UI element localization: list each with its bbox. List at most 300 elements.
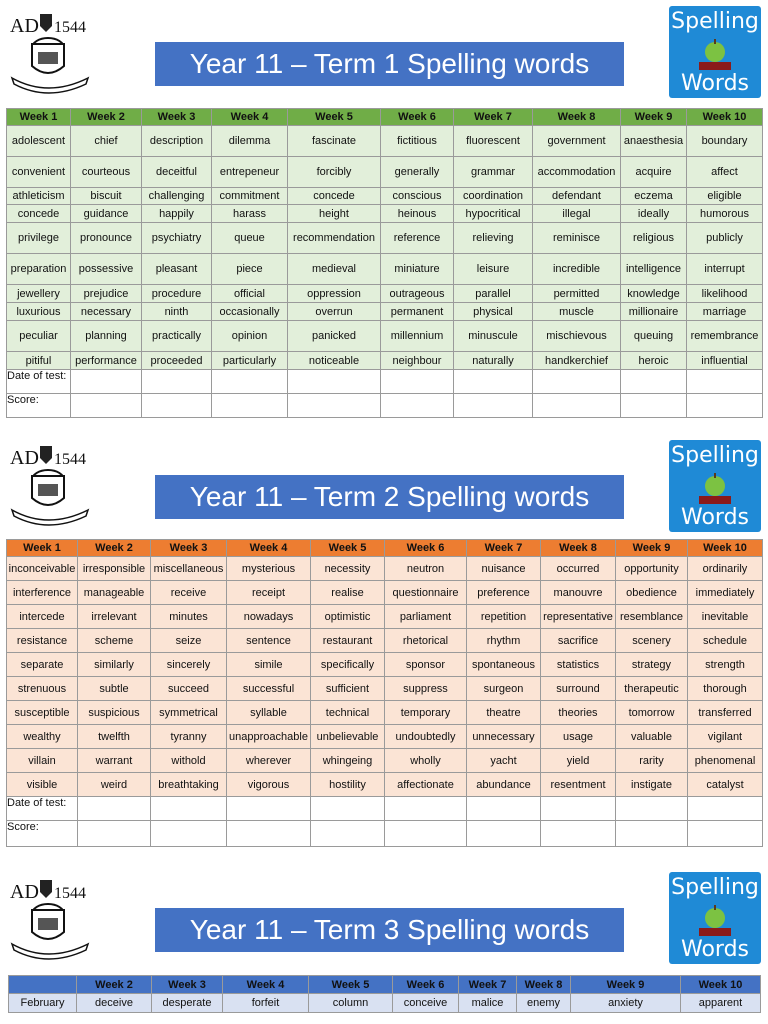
spelling-word-cell: necessary: [71, 303, 142, 321]
spelling-word-cell: coordination: [454, 188, 533, 205]
svg-text:AD: AD: [10, 447, 39, 469]
badge-line1: Spelling: [671, 875, 759, 900]
word-row: [7, 605, 763, 629]
word-row: [7, 254, 763, 285]
word-row: [7, 725, 763, 749]
spelling-word-cell: realise: [311, 581, 385, 605]
week-header: Week 3: [152, 976, 223, 994]
spelling-word-cell: schedule: [688, 629, 763, 653]
spelling-word-cell: tyranny: [151, 725, 227, 749]
date-of-test-row-entry-cell[interactable]: [227, 797, 311, 821]
score-row-entry-cell[interactable]: [212, 394, 288, 418]
spelling-word-cell: adolescent: [7, 126, 71, 157]
week-header: Week 10: [687, 109, 763, 126]
spelling-word-cell: forcibly: [288, 157, 381, 188]
week-header: Week 10: [681, 976, 761, 994]
spelling-word-cell: practically: [142, 321, 212, 352]
spelling-word-cell: affectionate: [385, 773, 467, 797]
spelling-word-cell: piece: [212, 254, 288, 285]
apple-book-icon: [697, 472, 733, 506]
score-row-entry-cell[interactable]: [454, 394, 533, 418]
spelling-words-badge: [669, 872, 761, 964]
spelling-word-cell: representative: [541, 605, 616, 629]
spelling-word-cell: twelfth: [78, 725, 151, 749]
word-row: [7, 701, 763, 725]
score-row-entry-cell[interactable]: [541, 821, 616, 847]
spelling-word-cell: scenery: [616, 629, 688, 653]
word-row: [9, 994, 761, 1013]
spelling-word-cell: inconceivable: [7, 557, 78, 581]
spelling-word-cell: prejudice: [71, 285, 142, 303]
week-header: Week 5: [309, 976, 393, 994]
word-row: [7, 126, 763, 157]
spelling-word-cell: jewellery: [7, 285, 71, 303]
score-row-entry-cell[interactable]: [385, 821, 467, 847]
spelling-word-cell: leisure: [454, 254, 533, 285]
week-header: Week 9: [616, 540, 688, 557]
spelling-word-cell: parliament: [385, 605, 467, 629]
score-row-entry-cell[interactable]: [621, 394, 687, 418]
spelling-word-cell: preparation: [7, 254, 71, 285]
score-row-entry-cell[interactable]: [533, 394, 621, 418]
spelling-word-cell: symmetrical: [151, 701, 227, 725]
spelling-word-cell: wholly: [385, 749, 467, 773]
spelling-word-cell: malice: [459, 994, 517, 1013]
week-header: Week 8: [541, 540, 616, 557]
spelling-word-cell: heinous: [381, 205, 454, 223]
spelling-word-cell: challenging: [142, 188, 212, 205]
spelling-word-cell: thorough: [688, 677, 763, 701]
badge-line1: Spelling: [671, 443, 759, 468]
spelling-word-cell: restaurant: [311, 629, 385, 653]
spelling-word-cell: chief: [71, 126, 142, 157]
word-row: [7, 773, 763, 797]
spelling-word-cell: therapeutic: [616, 677, 688, 701]
spelling-word-cell: susceptible: [7, 701, 78, 725]
spelling-word-cell: occasionally: [212, 303, 288, 321]
spelling-word-cell: psychiatry: [142, 223, 212, 254]
spelling-word-cell: hypocritical: [454, 205, 533, 223]
spelling-word-cell: resentment: [541, 773, 616, 797]
spelling-words-badge: [669, 440, 761, 532]
spelling-word-cell: rarity: [616, 749, 688, 773]
spelling-word-cell: ordinarily: [688, 557, 763, 581]
spelling-word-cell: generally: [381, 157, 454, 188]
spelling-word-cell: noticeable: [288, 352, 381, 370]
spelling-word-cell: succeed: [151, 677, 227, 701]
spelling-word-cell: physical: [454, 303, 533, 321]
spelling-word-cell: sponsor: [385, 653, 467, 677]
school-crest-logo: [8, 8, 92, 94]
word-row: [7, 321, 763, 352]
week-header: Week 7: [454, 109, 533, 126]
badge-line2: Words: [680, 71, 749, 96]
word-row: [7, 223, 763, 254]
spelling-word-cell: grammar: [454, 157, 533, 188]
spelling-word-cell: marriage: [687, 303, 763, 321]
word-row: [7, 677, 763, 701]
spelling-word-cell: pitiful: [7, 352, 71, 370]
date-of-test-row-entry-cell[interactable]: [142, 370, 212, 394]
spelling-word-cell: fictitious: [381, 126, 454, 157]
badge-line2: Words: [680, 937, 749, 962]
date-of-test-row-entry-cell[interactable]: [71, 370, 142, 394]
spelling-word-cell: permanent: [381, 303, 454, 321]
term3-section: [0, 860, 768, 1024]
week-header: Week 3: [151, 540, 227, 557]
word-row: [7, 352, 763, 370]
spelling-word-cell: millionaire: [621, 303, 687, 321]
spelling-word-cell: theatre: [467, 701, 541, 725]
spelling-word-cell: description: [142, 126, 212, 157]
badge-line2: Words: [680, 505, 749, 530]
week-header: Week 4: [212, 109, 288, 126]
spelling-word-cell: usage: [541, 725, 616, 749]
apple-book-icon: [697, 38, 733, 72]
spelling-word-cell: humorous: [687, 205, 763, 223]
spelling-word-cell: neighbour: [381, 352, 454, 370]
spelling-word-cell: conceive: [393, 994, 459, 1013]
spelling-word-cell: sacrifice: [541, 629, 616, 653]
spelling-word-cell: sufficient: [311, 677, 385, 701]
word-row: [7, 581, 763, 605]
spelling-word-cell: peculiar: [7, 321, 71, 352]
spelling-word-cell: millennium: [381, 321, 454, 352]
spelling-word-cell: heroic: [621, 352, 687, 370]
spelling-word-cell: eligible: [687, 188, 763, 205]
spelling-word-cell: occurred: [541, 557, 616, 581]
svg-text:1544: 1544: [54, 451, 86, 468]
spelling-word-cell: forfeit: [223, 994, 309, 1013]
spelling-word-cell: anaesthesia: [621, 126, 687, 157]
spelling-word-cell: religious: [621, 223, 687, 254]
spelling-word-cell: courteous: [71, 157, 142, 188]
svg-text:AD: AD: [10, 881, 39, 903]
spelling-word-cell: affect: [687, 157, 763, 188]
score-row-entry-cell[interactable]: [142, 394, 212, 418]
spelling-word-cell: interrupt: [687, 254, 763, 285]
week-header: Week 6: [381, 109, 454, 126]
badge-line1: Spelling: [671, 9, 759, 34]
spelling-word-cell: preference: [467, 581, 541, 605]
spelling-word-cell: naturally: [454, 352, 533, 370]
spelling-word-cell: successful: [227, 677, 311, 701]
spelling-word-cell: similarly: [78, 653, 151, 677]
spelling-word-cell: apparent: [681, 994, 761, 1013]
date-of-test-row-entry-cell[interactable]: [616, 797, 688, 821]
word-row: [7, 188, 763, 205]
word-row: [7, 629, 763, 653]
spelling-word-cell: rhetorical: [385, 629, 467, 653]
term2-section: [0, 430, 768, 860]
week-header: Week 4: [223, 976, 309, 994]
spelling-word-cell: theories: [541, 701, 616, 725]
spelling-word-cell: fascinate: [288, 126, 381, 157]
spelling-word-cell: muscle: [533, 303, 621, 321]
spelling-word-cell: reminisce: [533, 223, 621, 254]
score-row: [7, 394, 763, 418]
spelling-word-cell: recommendation: [288, 223, 381, 254]
score-row-entry-cell[interactable]: [288, 394, 381, 418]
week-header: Week 2: [78, 540, 151, 557]
spelling-word-cell: mischievous: [533, 321, 621, 352]
spelling-words-badge: [669, 6, 761, 98]
spelling-word-cell: outrageous: [381, 285, 454, 303]
spelling-word-cell: defendant: [533, 188, 621, 205]
spelling-word-cell: nuisance: [467, 557, 541, 581]
spelling-word-cell: fluorescent: [454, 126, 533, 157]
spelling-word-cell: minuscule: [454, 321, 533, 352]
spelling-word-cell: neutron: [385, 557, 467, 581]
spelling-word-cell: rhythm: [467, 629, 541, 653]
svg-text:1544: 1544: [54, 19, 86, 36]
date-of-test-row-entry-cell[interactable]: [151, 797, 227, 821]
week-header: Week 10: [688, 540, 763, 557]
spelling-word-cell: likelihood: [687, 285, 763, 303]
spelling-word-cell: resemblance: [616, 605, 688, 629]
week-header: Week 5: [311, 540, 385, 557]
spelling-word-cell: manageable: [78, 581, 151, 605]
spelling-word-cell: strength: [688, 653, 763, 677]
week-header: Week 4: [227, 540, 311, 557]
date-of-test-row-entry-cell[interactable]: [688, 797, 763, 821]
score-row-label: Score:: [7, 394, 71, 418]
word-row: [7, 749, 763, 773]
spelling-word-cell: planning: [71, 321, 142, 352]
date-of-test-row-entry-cell[interactable]: [533, 370, 621, 394]
date-of-test-row-entry-cell[interactable]: [541, 797, 616, 821]
spelling-word-cell: performance: [71, 352, 142, 370]
spelling-word-cell: dilemma: [212, 126, 288, 157]
score-row-entry-cell[interactable]: [616, 821, 688, 847]
spelling-word-cell: luxurious: [7, 303, 71, 321]
spelling-word-cell: unbelievable: [311, 725, 385, 749]
spelling-word-cell: happily: [142, 205, 212, 223]
score-row-entry-cell[interactable]: [688, 821, 763, 847]
score-row-entry-cell[interactable]: [71, 394, 142, 418]
spelling-word-cell: withold: [151, 749, 227, 773]
week-header: Week 3: [142, 109, 212, 126]
spelling-word-cell: concede: [7, 205, 71, 223]
week-header: Week 9: [571, 976, 681, 994]
term1-header-row: [7, 109, 763, 126]
spelling-word-cell: parallel: [454, 285, 533, 303]
spelling-word-cell: simile: [227, 653, 311, 677]
date-of-test-row-entry-cell[interactable]: [78, 797, 151, 821]
spelling-word-cell: suppress: [385, 677, 467, 701]
week-header: Week 1: [7, 540, 78, 557]
term1-section: [0, 0, 768, 430]
spelling-word-cell: publicly: [687, 223, 763, 254]
spelling-word-cell: commitment: [212, 188, 288, 205]
score-row: [7, 821, 763, 847]
spelling-word-cell: unnecessary: [467, 725, 541, 749]
spelling-word-cell: intercede: [7, 605, 78, 629]
spelling-word-cell: mysterious: [227, 557, 311, 581]
date-of-test-row: [7, 797, 763, 821]
spelling-word-cell: seize: [151, 629, 227, 653]
spelling-word-cell: immediately: [688, 581, 763, 605]
spelling-word-cell: minutes: [151, 605, 227, 629]
spelling-word-cell: miniature: [381, 254, 454, 285]
week-header: Week 6: [385, 540, 467, 557]
spelling-word-cell: statistics: [541, 653, 616, 677]
spelling-word-cell: column: [309, 994, 393, 1013]
spelling-word-cell: concede: [288, 188, 381, 205]
spelling-word-cell: scheme: [78, 629, 151, 653]
spelling-word-cell: ninth: [142, 303, 212, 321]
spelling-word-cell: permitted: [533, 285, 621, 303]
spelling-word-cell: nowadays: [227, 605, 311, 629]
score-row-entry-cell[interactable]: [78, 821, 151, 847]
week-header: Week 5: [288, 109, 381, 126]
score-row-entry-cell[interactable]: [151, 821, 227, 847]
spelling-word-cell: handkerchief: [533, 352, 621, 370]
spelling-word-cell: convenient: [7, 157, 71, 188]
apple-book-icon: [697, 904, 733, 938]
spelling-word-cell: repetition: [467, 605, 541, 629]
spelling-word-cell: interference: [7, 581, 78, 605]
spelling-word-cell: deceitful: [142, 157, 212, 188]
spelling-word-cell: overrun: [288, 303, 381, 321]
spelling-word-cell: queuing: [621, 321, 687, 352]
term1-table: [6, 108, 763, 418]
word-row: [7, 285, 763, 303]
word-row: [7, 303, 763, 321]
spelling-word-cell: pronounce: [71, 223, 142, 254]
spelling-word-cell: yield: [541, 749, 616, 773]
spelling-word-cell: phenomenal: [688, 749, 763, 773]
date-of-test-row-entry-cell[interactable]: [687, 370, 763, 394]
spelling-word-cell: athleticism: [7, 188, 71, 205]
spelling-word-cell: relieving: [454, 223, 533, 254]
spelling-word-cell: strenuous: [7, 677, 78, 701]
spelling-word-cell: remembrance: [687, 321, 763, 352]
spelling-word-cell: yacht: [467, 749, 541, 773]
week-header: Week 8: [533, 109, 621, 126]
spelling-word-cell: inevitable: [688, 605, 763, 629]
spelling-word-cell: unapproachable: [227, 725, 311, 749]
spelling-word-cell: questionnaire: [385, 581, 467, 605]
spelling-word-cell: wherever: [227, 749, 311, 773]
svg-text:AD: AD: [10, 15, 39, 37]
date-of-test-row-entry-cell[interactable]: [385, 797, 467, 821]
spelling-word-cell: entrepeneur: [212, 157, 288, 188]
spelling-word-cell: subtle: [78, 677, 151, 701]
spelling-word-cell: abundance: [467, 773, 541, 797]
week-header: Week 7: [467, 540, 541, 557]
spelling-word-cell: illegal: [533, 205, 621, 223]
spelling-word-cell: influential: [687, 352, 763, 370]
spelling-word-cell: warrant: [78, 749, 151, 773]
week-header: Week 9: [621, 109, 687, 126]
spelling-word-cell: obedience: [616, 581, 688, 605]
spelling-word-cell: breathtaking: [151, 773, 227, 797]
week-header: Week 2: [77, 976, 152, 994]
school-crest-logo: [8, 440, 92, 526]
term2-title: Year 11 – Term 2 Spelling words: [155, 475, 624, 519]
spelling-word-cell: temporary: [385, 701, 467, 725]
spelling-word-cell: conscious: [381, 188, 454, 205]
date-of-test-row-entry-cell[interactable]: [288, 370, 381, 394]
date-of-test-row: [7, 370, 763, 394]
spelling-word-cell: vigilant: [688, 725, 763, 749]
spelling-word-cell: February: [9, 994, 77, 1013]
score-row-entry-cell[interactable]: [311, 821, 385, 847]
term2-body: [7, 557, 763, 847]
spelling-word-cell: reference: [381, 223, 454, 254]
spelling-word-cell: desperate: [152, 994, 223, 1013]
date-of-test-row-entry-cell[interactable]: [621, 370, 687, 394]
date-of-test-row-entry-cell[interactable]: [212, 370, 288, 394]
spelling-word-cell: undoubtedly: [385, 725, 467, 749]
spelling-word-cell: necessity: [311, 557, 385, 581]
spelling-word-cell: separate: [7, 653, 78, 677]
spelling-word-cell: boundary: [687, 126, 763, 157]
week-header: Week 6: [393, 976, 459, 994]
week-header: [9, 976, 77, 994]
spelling-word-cell: vigorous: [227, 773, 311, 797]
week-header: Week 8: [517, 976, 571, 994]
spelling-word-cell: oppression: [288, 285, 381, 303]
spelling-word-cell: knowledge: [621, 285, 687, 303]
date-of-test-row-entry-cell[interactable]: [467, 797, 541, 821]
spelling-word-cell: eczema: [621, 188, 687, 205]
spelling-word-cell: visible: [7, 773, 78, 797]
spelling-word-cell: medieval: [288, 254, 381, 285]
spelling-word-cell: acquire: [621, 157, 687, 188]
score-row-entry-cell[interactable]: [687, 394, 763, 418]
spelling-word-cell: receive: [151, 581, 227, 605]
date-of-test-row-label: Date of test:: [7, 370, 71, 394]
term3-table: [8, 975, 761, 1013]
term3-header-row: [9, 976, 761, 994]
spelling-word-cell: resistance: [7, 629, 78, 653]
spelling-word-cell: wealthy: [7, 725, 78, 749]
spelling-word-cell: weird: [78, 773, 151, 797]
date-of-test-row-entry-cell[interactable]: [454, 370, 533, 394]
spelling-word-cell: pleasant: [142, 254, 212, 285]
spelling-word-cell: proceeded: [142, 352, 212, 370]
spelling-word-cell: spontaneous: [467, 653, 541, 677]
term2-table: [6, 539, 763, 847]
spelling-word-cell: official: [212, 285, 288, 303]
spelling-word-cell: sentence: [227, 629, 311, 653]
spelling-word-cell: irrelevant: [78, 605, 151, 629]
score-row-entry-cell[interactable]: [467, 821, 541, 847]
date-of-test-row-entry-cell[interactable]: [311, 797, 385, 821]
score-row-entry-cell[interactable]: [227, 821, 311, 847]
spelling-word-cell: whingeing: [311, 749, 385, 773]
spelling-word-cell: valuable: [616, 725, 688, 749]
spelling-word-cell: height: [288, 205, 381, 223]
spelling-word-cell: queue: [212, 223, 288, 254]
spelling-word-cell: ideally: [621, 205, 687, 223]
date-of-test-row-entry-cell[interactable]: [381, 370, 454, 394]
word-row: [7, 653, 763, 677]
svg-text:1544: 1544: [54, 885, 86, 902]
week-header: Week 2: [71, 109, 142, 126]
spelling-word-cell: accommodation: [533, 157, 621, 188]
spelling-word-cell: technical: [311, 701, 385, 725]
spelling-word-cell: intelligence: [621, 254, 687, 285]
spelling-word-cell: tomorrow: [616, 701, 688, 725]
score-row-entry-cell[interactable]: [381, 394, 454, 418]
spelling-word-cell: irresponsible: [78, 557, 151, 581]
spelling-word-cell: opinion: [212, 321, 288, 352]
week-header: Week 1: [7, 109, 71, 126]
spelling-word-cell: suspicious: [78, 701, 151, 725]
